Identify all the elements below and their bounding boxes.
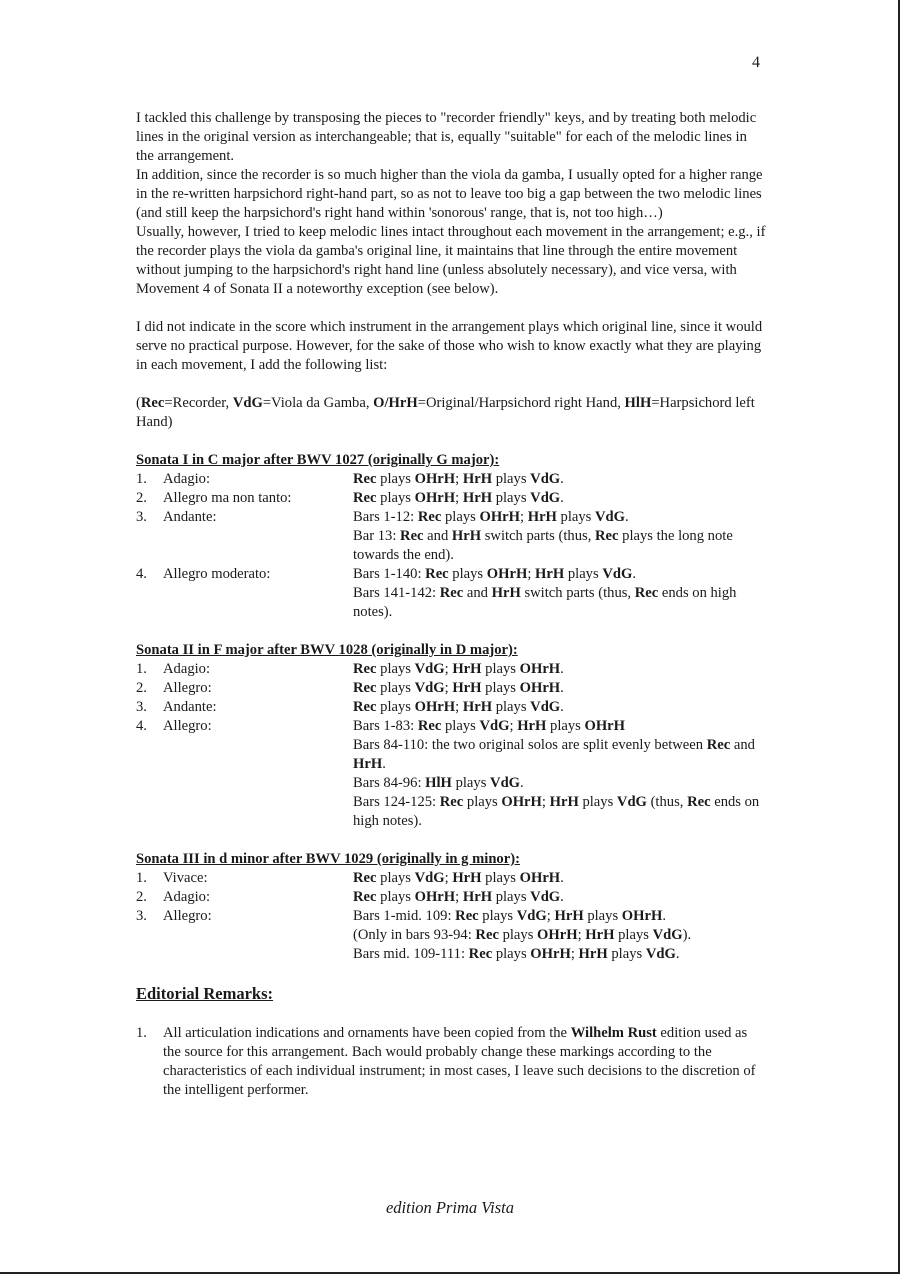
movement-row	[136, 660, 768, 679]
movement-row	[136, 888, 768, 907]
assignment-line: Rec plays OHrH; HrH plays VdG.	[353, 471, 564, 487]
movement-name: Adagio:	[163, 889, 211, 905]
movement-row	[136, 907, 768, 964]
movement-assignment	[353, 489, 768, 508]
movement-number: 1.	[136, 870, 147, 886]
sonata-section	[136, 850, 768, 964]
movement-number: 2.	[136, 680, 147, 696]
intro-paragraph: In addition, since the recorder is so much higher than the viola da gamba, I usually opted for a higher range in the re-written harpsichord right-hand part, so as not to leave too big a gap between the two melodic lines (and still keep the harpsichord's right hand within 'sonorous' range, that is, not too high…)	[136, 167, 763, 221]
movement-number: 3.	[136, 699, 147, 715]
movement-assignment	[353, 508, 768, 565]
assignment-line: Bars 1-mid. 109: Rec plays VdG; HrH plays OHrH.	[353, 908, 666, 924]
movement-number: 3.	[136, 908, 147, 924]
assignment-line: Rec plays OHrH; HrH plays VdG.	[353, 889, 564, 905]
movement-name: Allegro moderato:	[163, 566, 271, 582]
intro-section	[136, 109, 768, 299]
intro-paragraph: Usually, however, I tried to keep melodic lines intact throughout each movement in the arrangement; e.g., if the recorder plays the viola da gamba's original line, it maintains that line through the entire movement without jumping to the harpsichord's right hand line (unless absolutely necessary), and vice versa, with Movement 4 of Sonata II a noteworthy exception (see below).	[136, 224, 766, 297]
movement-row	[136, 717, 768, 831]
movement-number: 1.	[136, 661, 147, 677]
assignment-line: Bar 13: Rec and HrH switch parts (thus, Rec plays the long note towards the end).	[353, 528, 733, 563]
sonata-heading: Sonata II in F major after BWV 1028 (originally in D major):	[136, 642, 518, 658]
assignment-line: Bars mid. 109-111: Rec plays OHrH; HrH plays VdG.	[353, 946, 680, 962]
assignment-line: Rec plays OHrH; HrH plays VdG.	[353, 490, 564, 506]
assignment-line: (Only in bars 93-94: Rec plays OHrH; HrH plays VdG).	[353, 927, 692, 943]
assignment-line: Rec plays VdG; HrH plays OHrH.	[353, 870, 564, 886]
movement-row	[136, 489, 768, 508]
assignment-line: Rec plays VdG; HrH plays OHrH.	[353, 680, 564, 696]
remarks-list	[136, 1024, 768, 1100]
movement-name: Andante:	[163, 699, 217, 715]
sonata-section	[136, 641, 768, 831]
movement-assignment	[353, 698, 768, 717]
abbreviation-legend: (Rec=Recorder, VdG=Viola da Gamba, O/HrH=Original/Harpsichord right Hand, HlH=Harpsichord left Hand)	[136, 395, 755, 430]
footer-publisher: edition Prima Vista	[385, 1198, 515, 1217]
sonata-heading: Sonata III in d minor after BWV 1029 (originally in g minor):	[136, 851, 520, 867]
assignment-line: Bars 1-83: Rec plays VdG; HrH plays OHrH	[353, 718, 626, 734]
sonata-section	[136, 451, 768, 622]
movement-name: Andante:	[163, 509, 217, 525]
sonata-heading: Sonata I in C major after BWV 1027 (originally G major):	[136, 452, 500, 468]
intro-paragraph: I tackled this challenge by transposing the pieces to "recorder friendly" keys, and by treating both melodic lines in the original version as interchangeable; that is, equally "suitable" for each of the melodic lines in the arrangement.	[136, 110, 757, 164]
assignment-line: Bars 1-140: Rec plays OHrH; HrH plays VdG.	[353, 566, 636, 582]
movement-row	[136, 470, 768, 489]
list-intro-paragraph: I did not indicate in the score which instrument in the arrangement plays which original line, since it would serve no practical purpose. However, for the sake of those who wish to know exactly what they are playing in each movement, I add the following list:	[136, 319, 763, 373]
remark-item	[136, 1024, 768, 1100]
movement-row	[136, 565, 768, 622]
assignment-line: Bars 84-96: HlH plays VdG.	[353, 775, 524, 791]
movement-name: Allegro:	[163, 908, 212, 924]
sonata-list	[136, 451, 768, 983]
movement-assignment	[353, 717, 768, 831]
movement-name: Vivace:	[163, 870, 208, 886]
movement-assignment	[353, 565, 768, 622]
movement-assignment	[353, 660, 768, 679]
assignment-line: Bars 1-12: Rec plays OHrH; HrH plays VdG.	[353, 509, 629, 525]
movement-row	[136, 869, 768, 888]
movement-number: 2.	[136, 490, 147, 506]
remark-text: All articulation indications and ornaments have been copied from the Wilhelm Rust edition used as the source for this arrangement. Bach would probably change these markings according to the characteristics of each individual instrument; in most cases, I leave such decisions to the discretion of the intelligent performer.	[163, 1025, 756, 1098]
movement-name: Allegro ma non tanto:	[163, 490, 292, 506]
assignment-line: Rec plays OHrH; HrH plays VdG.	[353, 699, 564, 715]
assignment-line: Bars 141-142: Rec and HrH switch parts (thus, Rec ends on high notes).	[353, 585, 737, 620]
movement-name: Allegro:	[163, 718, 212, 734]
assignment-line: Bars 84-110: the two original solos are split evenly between Rec and HrH.	[353, 737, 755, 772]
movement-assignment	[353, 907, 768, 964]
editorial-remarks-heading: Editorial Remarks:	[136, 984, 274, 1003]
assignment-line: Bars 124-125: Rec plays OHrH; HrH plays VdG (thus, Rec ends on high notes).	[353, 794, 760, 829]
movement-name: Adagio:	[163, 471, 211, 487]
assignment-line: Rec plays VdG; HrH plays OHrH.	[353, 661, 564, 677]
movement-row	[136, 508, 768, 565]
movement-number: 2.	[136, 889, 147, 905]
movement-assignment	[353, 888, 768, 907]
movement-number: 3.	[136, 509, 147, 525]
movement-row	[136, 698, 768, 717]
movement-row	[136, 679, 768, 698]
movement-assignment	[353, 470, 768, 489]
document-body	[136, 109, 768, 1100]
movement-number: 4.	[136, 566, 147, 582]
movement-number: 1.	[136, 471, 147, 487]
page-number: 4	[752, 54, 760, 71]
movement-name: Adagio:	[163, 661, 211, 677]
movement-number: 4.	[136, 718, 147, 734]
remark-number: 1.	[136, 1025, 147, 1041]
movement-name: Allegro:	[163, 680, 212, 696]
movement-assignment	[353, 679, 768, 698]
movement-assignment	[353, 869, 768, 888]
